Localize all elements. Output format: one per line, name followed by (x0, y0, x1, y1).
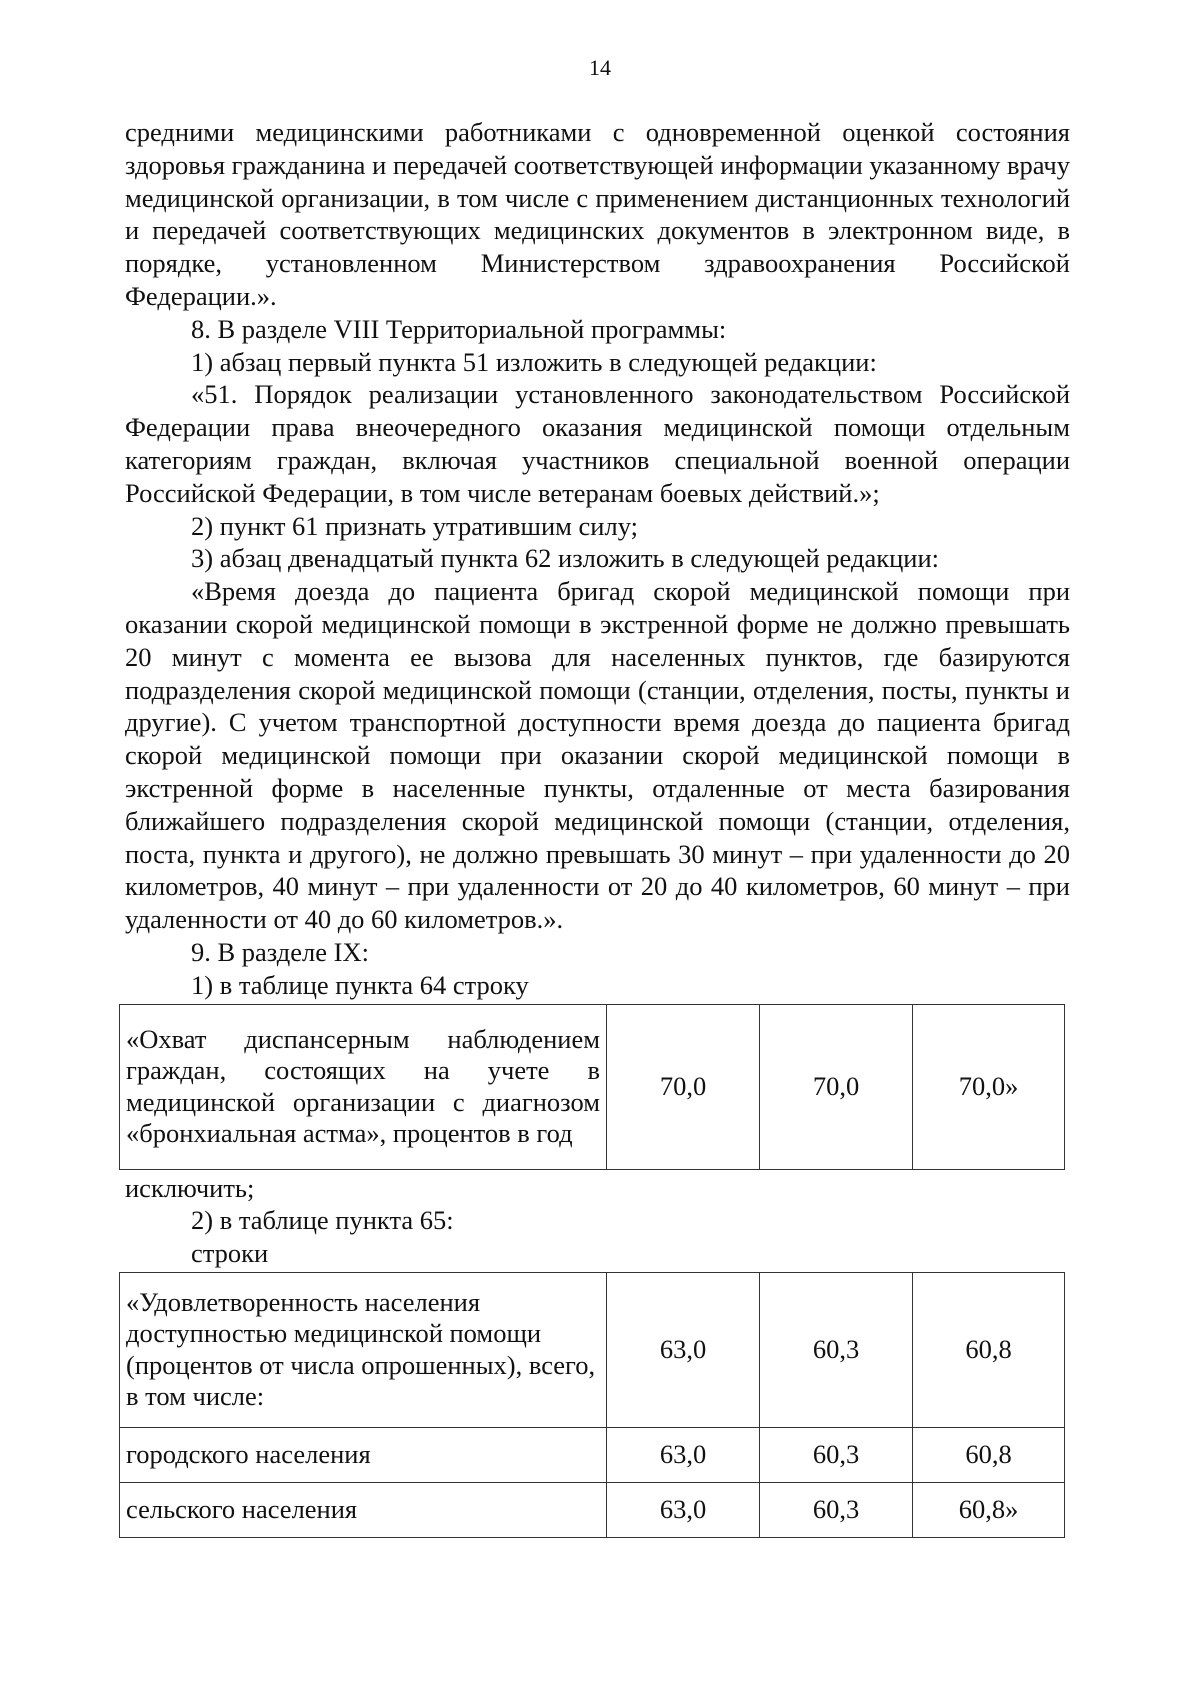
page-number: 14 (589, 55, 611, 80)
indicator-name-cell: «Удовлетворенность населения доступностью медицинской помощи (процентов от числа опрошенных), всего, в том числе: (120, 1272, 607, 1427)
value-cell: 63,0 (607, 1272, 760, 1427)
value-cell: 70,0» (913, 1004, 1065, 1169)
value-cell: 60,3 (760, 1427, 913, 1482)
table-65-rows (119, 1272, 1065, 1538)
paragraph-rows-label: строки (191, 1238, 269, 1269)
value-cell: 60,3 (760, 1272, 913, 1427)
paragraph-quote-travel-time: «Время доезда до пациента бригад скорой медицинской помощи при оказании скорой медицинской помощи в экстренной форме не должно превышать 20 минут с момента ее вызова для населенных пунктов, где базируются подразделения скорой медицинской помощи (станции, отделения, посты, пункты и другие). С учетом транспортной доступности время доезда до пациента бригад скорой медицинской помощи при оказании скорой медицинской помощи в экстренной форме в населенные пункты, отдаленные от места базирования ближайшего подразделения скорой медицинской помощи (станции, отделения, поста, пункта и другого), не должно превышать 30 минут – при удаленности до 20 километров, 40 минут – при удаленности от 20 до 40 километров, 60 минут – при удаленности от 40 до 60 километров.». (125, 576, 1070, 935)
value-cell: 63,0 (607, 1427, 760, 1482)
paragraph-table-65-intro: 2) в таблице пункта 65: (191, 1205, 454, 1236)
paragraph-exclude: исключить; (125, 1172, 255, 1203)
value-cell: 60,8» (913, 1482, 1065, 1537)
indicator-name-cell: сельского населения (120, 1482, 607, 1537)
indicator-name-cell: городского населения (120, 1427, 607, 1482)
paragraph-section-8: 8. В разделе VIII Территориальной программы: (191, 313, 727, 344)
value-cell: 60,8 (913, 1427, 1065, 1482)
value-cell: 70,0 (760, 1004, 913, 1169)
table-row (120, 1272, 1065, 1427)
value-cell: 60,8 (913, 1272, 1065, 1427)
value-cell: 63,0 (607, 1482, 760, 1537)
value-cell: 70,0 (607, 1004, 760, 1169)
paragraph: средними медицинскими работниками с одновременной оценкой состояния здоровья гражданина и передачей соответствующей информации указанному врачу медицинской организации, в том числе с применением дистанционных технологий и передачей соответствующих медицинских документов в электронном виде, в порядке, установленном Министерством здравоохранения Российской Федерации.». (125, 117, 1070, 311)
table-64-row (119, 1004, 1065, 1170)
value-cell: 60,3 (760, 1482, 913, 1537)
table-row (120, 1427, 1065, 1482)
table-row (120, 1482, 1065, 1537)
paragraph-item-2: 2) пункт 61 признать утратившим силу; (191, 510, 638, 541)
indicator-name-cell: «Охват диспансерным наблюдением граждан, состоящих на учете в медицинской организации с диагнозом «бронхиальная астма», процентов в год (120, 1004, 607, 1169)
paragraph-item-3: 3) абзац двенадцатый пункта 62 изложить в следующей редакции: (191, 543, 939, 574)
paragraph-section-9: 9. В разделе IX: (191, 936, 369, 967)
paragraph-table-64-intro: 1) в таблице пункта 64 строку (191, 969, 529, 1000)
paragraph-item-1: 1) абзац первый пункта 51 изложить в следующей редакции: (191, 346, 877, 377)
table-row (120, 1004, 1065, 1169)
paragraph-quote-51: «51. Порядок реализации установленного законодательством Российской Федерации права внеочередного оказания медицинской помощи отдельным категориям граждан, включая участников специальной военной операции Российской Федерации, в том числе ветеранам боевых действий.»; (125, 379, 1070, 508)
document-body (125, 116, 1070, 1540)
